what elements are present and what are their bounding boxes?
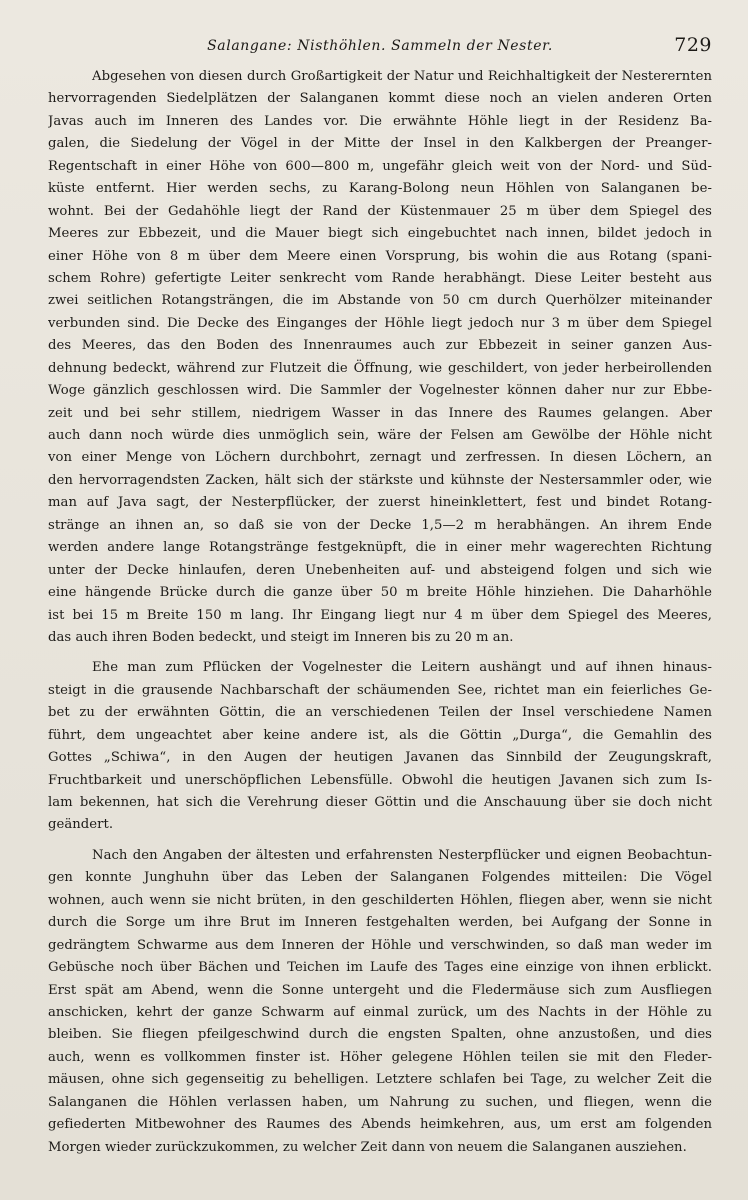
- paragraph-nesting-sites: [48, 66, 712, 649]
- text-line: Gebüsche noch über Bächen und Teichen im Laufe des Tages eine einzige von ihnen erblickt.: [48, 960, 712, 976]
- text-line: Gottes „Schiwa“, in den Augen der heutigen Javanen das Sinnbild der Zeugungskraft,: [48, 750, 712, 766]
- text-line: Ehe man zum Pflücken der Vogelnester die Leitern aushängt und auf ihnen hinaus-: [92, 660, 712, 676]
- text-line: werden andere lange Rotangstränge festgeknüpft, die in einer mehr wagerechten Richtung: [48, 540, 712, 556]
- text-line: Meeres zur Ebbezeit, und die Mauer biegt sich eingebuchtet nach innen, bildet jedoch in: [48, 226, 712, 242]
- text-line: wohnen, auch wenn sie nicht brüten, in den geschilderten Höhlen, fliegen aber, wenn sie nicht: [48, 892, 712, 908]
- text-line: Morgen wieder zurückzukommen, zu welcher Zeit dann von neuem die Salanganen ausziehen.: [48, 1139, 687, 1155]
- running-title: Salangane: Nisthöhlen. Sammeln der Nester.: [207, 38, 553, 54]
- text-line: wohnt. Bei der Gedahöhle liegt der Rand der Küstenmauer 25 m über dem Spiegel des: [48, 203, 712, 219]
- running-head: [48, 34, 712, 62]
- text-line: einer Höhe von 8 m über dem Meere einen Vorsprung, bis wohin die aus Rotang (spani-: [48, 248, 712, 264]
- text-line: unter der Decke hinlaufen, deren Unebenheiten auf- und absteigend folgen und sich wie: [48, 562, 712, 578]
- text-line: den hervorragendsten Zacken, hält sich der stärkste und kühnste der Nestersammler oder, wie: [48, 472, 712, 488]
- text-line: man auf Java sagt, der Nesterpflücker, der zuerst hineinklettert, fest und bindet Rotang-: [48, 495, 712, 511]
- text-line: von einer Menge von Löchern durchbohrt, zernagt und zerfressen. In diesen Löchern, an: [48, 450, 712, 466]
- text-line: das auch ihren Boden bedeckt, und steigt im Inneren bis zu 20 m an.: [48, 629, 514, 645]
- text-line: steigt in die grausende Nachbarschaft der schäumenden See, richtet man ein feierliches Ge-: [48, 682, 712, 698]
- text-line: ist bei 15 m Breite 150 m lang. Ihr Eingang liegt nur 4 m über dem Spiegel des Meeres,: [48, 607, 712, 623]
- paragraph-prayer-to-goddess: [48, 657, 712, 837]
- text-line: anschicken, kehrt der ganze Schwarm auf einmal zurück, um des Nachts in der Höhle zu: [48, 1004, 712, 1020]
- text-line: auch, wenn es vollkommen finster ist. Höher gelegene Höhlen teilen sie mit den Fleder-: [48, 1049, 712, 1065]
- body-text: [48, 66, 712, 1167]
- text-line: dehnung bedeckt, während zur Flutzeit die Öffnung, wie geschildert, von jeder herbeirollenden: [48, 360, 712, 376]
- text-line: lam bekennen, hat sich die Verehrung dieser Göttin und die Anschauung über sie doch nicht: [48, 795, 712, 810]
- text-line: Regentschaft in einer Höhe von 600—800 m, ungefähr gleich weit von der Nord- und Süd-: [48, 158, 712, 174]
- text-line: geändert.: [48, 817, 114, 833]
- text-line: stränge an ihnen an, so daß sie von der Decke 1,5—2 m herabhängen. An ihrem Ende: [48, 517, 712, 533]
- page-number: 729: [674, 34, 712, 56]
- text-line: galen, die Siedelung der Vögel in der Mitte der Insel in den Kalkbergen der Preanger-: [48, 136, 712, 152]
- text-line: Salanganen die Höhlen verlassen haben, um Nahrung zu suchen, und fliegen, wenn die: [48, 1094, 712, 1110]
- text-line: bleiben. Sie fliegen pfeilgeschwind durch die engsten Spalten, ohne anzustoßen, und dies: [48, 1027, 712, 1043]
- text-line: zwei seitlichen Rotangsträngen, die im Abstande von 50 cm durch Querhölzer miteinander: [48, 293, 712, 309]
- text-line: schem Rohre) gefertigte Leiter senkrecht vom Rande herabhängt. Diese Leiter besteht aus: [48, 270, 712, 286]
- text-line: auch dann noch würde dies unmöglich sein, wäre der Felsen am Gewölbe der Höhle nicht: [48, 428, 712, 443]
- text-line: Javas auch im Inneren des Landes vor. Die erwähnte Höhle liegt in der Residenz Ba-: [48, 113, 712, 129]
- text-line: verbunden sind. Die Decke des Einganges der Höhle liegt jedoch nur 3 m über dem Spiegel: [48, 315, 712, 331]
- text-line: bet zu der erwähnten Göttin, die an verschiedenen Teilen der Insel verschiedene Namen: [48, 705, 712, 721]
- text-line: Abgesehen von diesen durch Großartigkeit der Natur und Reichhaltigkeit der Nesterernten: [92, 69, 712, 84]
- text-line: gen konnte Junghuhn über das Leben der Salanganen Folgendes mitteilen: Die Vögel: [48, 870, 712, 886]
- text-line: durch die Sorge um ihre Brut im Inneren festgehalten werden, bei Aufgang der Sonne in: [48, 915, 712, 931]
- text-line: des Meeres, das den Boden des Innenraumes auch zur Ebbezeit in seiner ganzen Aus-: [48, 338, 712, 354]
- text-line: zeit und bei sehr stillem, niedrigem Wasser in das Innere des Raumes gelangen. Aber: [48, 405, 712, 421]
- text-line: Nach den Angaben der ältesten und erfahrensten Nesterpflücker und eignen Beobachtun-: [92, 847, 712, 863]
- text-line: eine hängende Brücke durch die ganze über 50 m breite Höhle hinziehen. Die Daharhöhle: [48, 585, 712, 601]
- text-line: gedrängtem Schwarme aus dem Inneren der Höhle und verschwinden, so daß man weder im: [48, 937, 712, 953]
- text-line: Fruchtbarkeit und unerschöpflichen Lebensfülle. Obwohl die heutigen Javanen sich zum Is-: [48, 772, 712, 788]
- paragraph-junghuhn-observations: [48, 845, 712, 1159]
- text-line: gefiederten Mitbewohner des Raumes des Abends heimkehren, aus, um erst am folgenden: [48, 1117, 712, 1133]
- text-line: küste entfernt. Hier werden sechs, zu Karang-Bolong neun Höhlen von Salanganen be-: [48, 181, 712, 197]
- text-line: mäusen, ohne sich gegenseitig zu behelligen. Letztere schlafen bei Tage, zu welcher Zeit die: [48, 1072, 712, 1088]
- text-line: Woge gänzlich geschlossen wird. Die Sammler der Vogelnester können daher nur zur Ebbe-: [48, 383, 712, 399]
- text-line: hervorragenden Siedelplätzen der Salanganen kommt diese noch an vielen anderen Orten: [48, 91, 712, 107]
- text-line: Erst spät am Abend, wenn die Sonne untergeht und die Fledermäuse sich zum Ausfliegen: [48, 982, 712, 998]
- text-line: führt, dem ungeachtet aber keine andere ist, als die Göttin „Durga“, die Gemahlin des: [48, 727, 712, 743]
